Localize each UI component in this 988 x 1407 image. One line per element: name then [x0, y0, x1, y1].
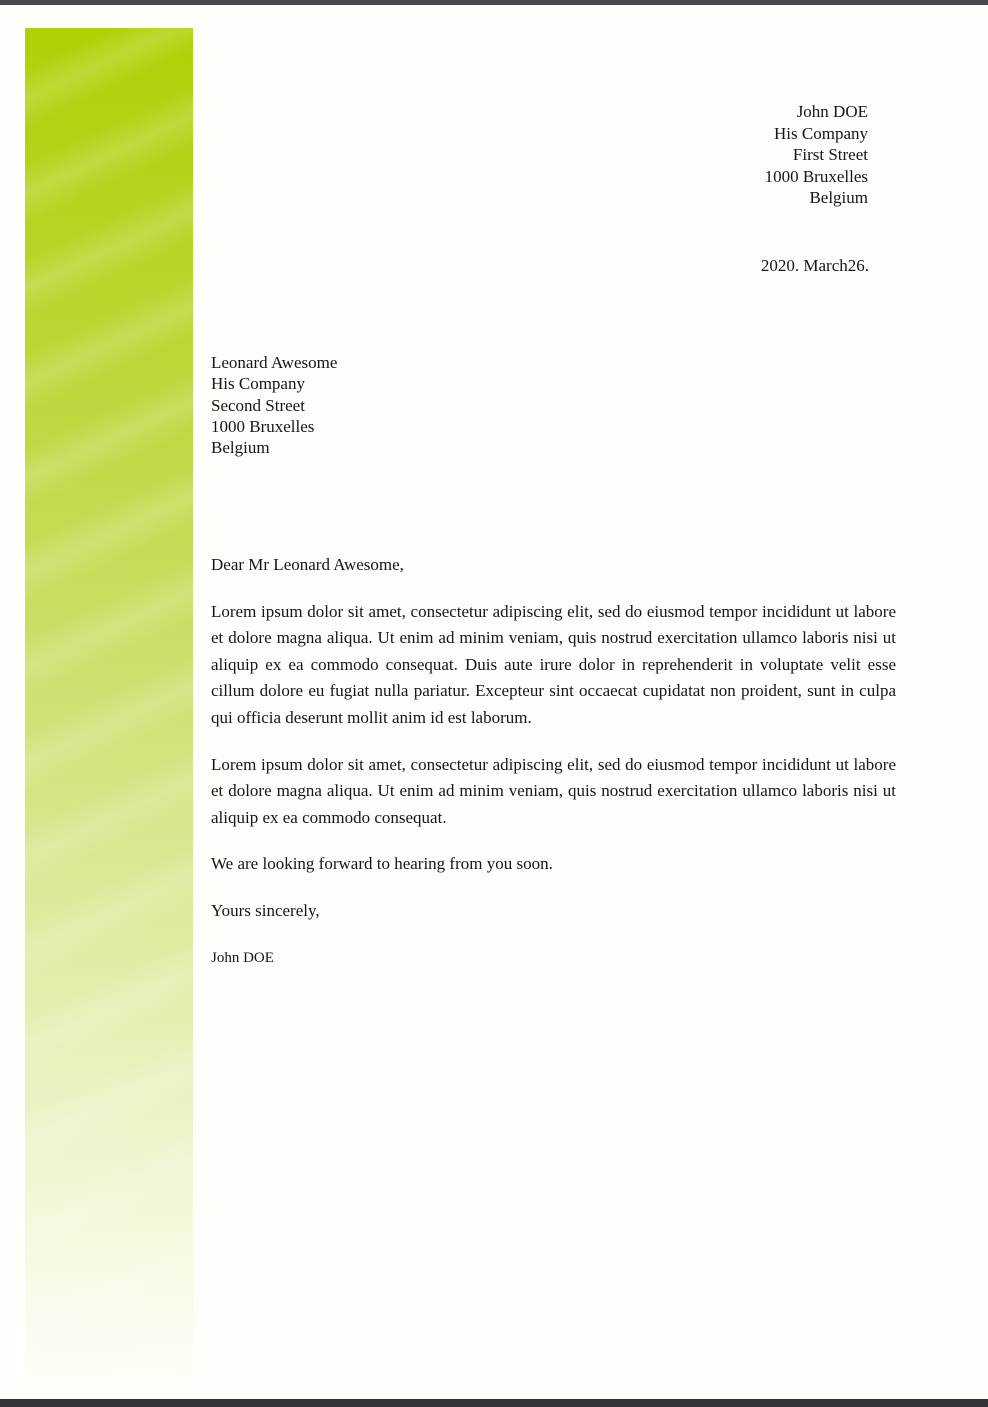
signature-name: John DOE	[211, 949, 274, 966]
valediction: Yours sincerely,	[211, 900, 320, 920]
recipient-company: His Company	[211, 374, 305, 394]
sender-company: His Company	[774, 123, 868, 143]
recipient-street: Second Street	[211, 395, 305, 415]
top-edge-bar	[0, 0, 988, 5]
sender-street: First Street	[792, 145, 868, 164]
bottom-edge-bar	[0, 1399, 988, 1407]
recipient-address-block	[211, 352, 337, 458]
sidebar-gradient-bar	[25, 28, 193, 1380]
letter-date: 2020. March26.	[760, 256, 869, 275]
recipient-name: Leonard Awesome	[211, 353, 338, 372]
sender-city: 1000 Bruxelles	[764, 166, 868, 186]
sender-name: John DOE	[796, 102, 868, 121]
sender-country: Belgium	[809, 188, 868, 207]
closing-line: We are looking forward to hearing from you soon.	[211, 854, 553, 874]
recipient-city: 1000 Bruxelles	[211, 416, 315, 436]
body-paragraph-2: Lorem ipsum dolor sit amet, consectetur adipiscing elit, sed do eiusmod tempor incididunt ut labore et dolore magna aliqua. Ut enim ad minim veniam, quis nostrud exercitation ullamco laboris nisi ut aliquip ex ea commodo consequat.	[211, 754, 896, 827]
salutation: Dear Mr Leonard Awesome,	[211, 555, 404, 574]
sender-address-block	[765, 101, 868, 209]
body-paragraph-1: Lorem ipsum dolor sit amet, consectetur adipiscing elit, sed do eiusmod tempor incididunt ut labore et dolore magna aliqua. Ut enim ad minim veniam, quis nostrud exercitation ullamco laboris nisi ut aliquip ex ea commodo consequat. Duis aute irure dolor in reprehenderit in voluptate velit esse cillum dolore eu fugiat nulla pariatur. Excepteur sint occaecat cupidatat non proident, sunt in culpa qui officia deserunt mollit anim id est laborum.	[211, 601, 896, 727]
letter-body	[211, 552, 896, 971]
recipient-country: Belgium	[211, 438, 270, 458]
